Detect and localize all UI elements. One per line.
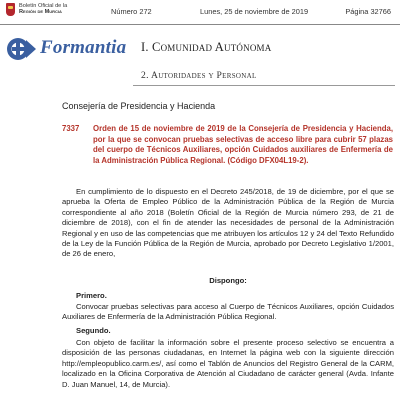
section-title: I. Comunidad Autónoma bbox=[141, 40, 272, 54]
order-title: Orden de 15 de noviembre de 2019 de la Consejería de Presidencia y Hacienda, por la que se convocan pruebas selectivas de acceso libre para cubrir 57 plazas del cuerpo de Técnicos Auxiliares, opción Cuidados auxiliares de Enfermería de la Administración Pública Regional. (Código DFX04L19-2). bbox=[93, 124, 393, 165]
segundo-heading: Segundo. bbox=[76, 326, 111, 335]
primero-paragraph: Convocar pruebas selectivas para acceso al Cuerpo de Técnicos Auxiliares, opción Cuidados Auxiliares de Enfermería de la Administración Pública Regional. bbox=[62, 302, 394, 322]
section-divider bbox=[133, 85, 395, 86]
department-name: Consejería de Presidencia y Hacienda bbox=[62, 101, 216, 111]
bulletin-header bbox=[0, 0, 400, 25]
preamble-paragraph: En cumplimiento de lo dispuesto en el Decreto 245/2018, de 19 de diciembre, por el que se aprueba la Oferta de Empleo Público de la Administración Pública de la Región de Murcia correspondiente al año 2018 (Boletín Oficial de la Región de Murcia número 293, de 21 de diciembre de 2018), con el fin de atender las necesidades de personal de la Administración Regional y en uso de las competencias que me atribuyen los artículos 12 y 24 del Texto Refundido de la Ley de la Función Pública de la Región de Murcia, aprobado por Decreto Legislativo 1/2001, de 26 de enero, bbox=[62, 187, 394, 259]
issue-number: Número 272 bbox=[111, 7, 152, 16]
dispongo-heading: Dispongo: bbox=[209, 276, 247, 285]
order-number: 7337 bbox=[62, 124, 80, 133]
subsection-title: 2. Autoridades y Personal bbox=[141, 70, 257, 81]
coat-of-arms-icon bbox=[6, 3, 15, 16]
logo-wordmark: Formantia bbox=[40, 37, 127, 58]
formantia-logo-icon bbox=[6, 37, 38, 61]
bulletin-name: Boletín Oficial de la Región de Murcia bbox=[19, 3, 68, 16]
issue-date: Lunes, 25 de noviembre de 2019 bbox=[200, 7, 309, 16]
formantia-logo bbox=[6, 33, 136, 61]
segundo-paragraph: Con objeto de facilitar la información sobre el presente proceso selectivo se encuentra a disposición de las personas ciudadanas, en Internet la página web con la siguiente dirección http://empleopublico.carm.es/, así como el Tablón de Anuncios del Registro General de la CARM, localizado en la Oficina Corporativa de Atención al Ciudadano de carácter general (Avda. Infante D. Juan Manuel, 14, de Murcia). bbox=[62, 338, 394, 389]
primero-heading: Primero. bbox=[76, 291, 107, 300]
page-number: Página 32766 bbox=[345, 7, 391, 16]
